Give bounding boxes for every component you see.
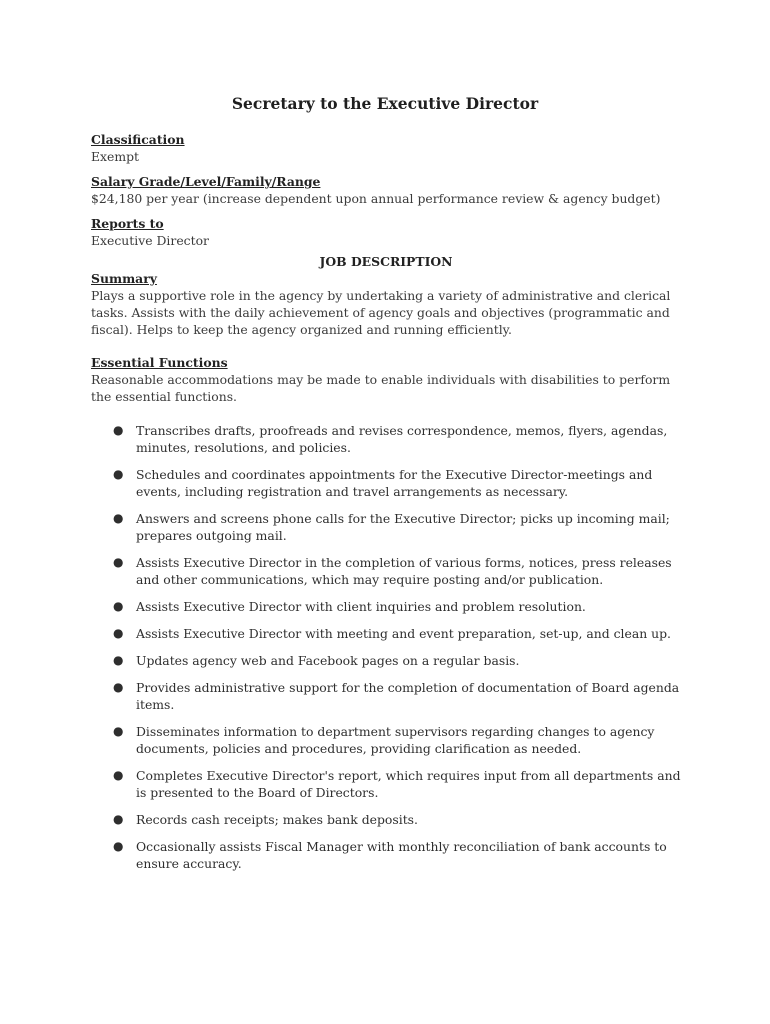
list-item-text: Schedules and coordinates appointments for the Executive Director-meetings and events, including registration and travel arrangements as necessary. — [136, 467, 653, 499]
salary-label: Salary Grade/Level/Family/Range — [91, 174, 321, 189]
bullet-icon: ● — [113, 626, 124, 640]
list-item — [91, 510, 681, 544]
summary-section — [91, 270, 681, 338]
list-item-text: Assists Executive Director with client inquiries and problem resolution. — [136, 599, 586, 614]
bullet-icon: ● — [113, 680, 124, 694]
list-item — [91, 466, 681, 500]
document-body — [91, 131, 681, 882]
bullet-icon: ● — [113, 812, 124, 826]
list-item — [91, 723, 681, 757]
salary-value: $24,180 per year (increase dependent upon annual performance review & agency budget) — [91, 191, 661, 206]
list-item — [91, 838, 681, 872]
section-spacer — [91, 338, 681, 354]
list-item-text: Transcribes drafts, proofreads and revises correspondence, memos, flyers, agendas, minutes, resolutions, and policies. — [136, 423, 668, 455]
list-item-text: Occasionally assists Fiscal Manager with monthly reconciliation of bank accounts to ensure accuracy. — [136, 839, 667, 871]
essential-functions-intro: Reasonable accommodations may be made to enable individuals with disabilities to perform the essential functions. — [91, 372, 671, 404]
list-item — [91, 767, 681, 801]
list-item-text: Answers and screens phone calls for the Executive Director; picks up incoming mail; prepares outgoing mail. — [136, 511, 670, 543]
essential-functions-label: Essential Functions — [91, 355, 228, 370]
summary-text: Plays a supportive role in the agency by undertaking a variety of administrative and clerical tasks. Assists with the daily achievement of agency goals and objectives (programmatic and fiscal). Helps to keep the agency organized and running efficiently. — [91, 288, 671, 337]
reports-to-section — [91, 215, 681, 249]
list-item-text: Records cash receipts; makes bank deposits. — [136, 812, 418, 827]
list-item-text: Assists Executive Director with meeting and event preparation, set-up, and clean up. — [136, 626, 671, 641]
bullet-icon: ● — [113, 511, 124, 525]
list-item — [91, 554, 681, 588]
summary-label: Summary — [91, 271, 157, 286]
reports-to-value: Executive Director — [91, 233, 209, 248]
list-item — [91, 652, 681, 669]
bullet-icon: ● — [113, 724, 124, 738]
job-description-heading: JOB DESCRIPTION — [319, 254, 453, 269]
essential-functions-list — [91, 422, 681, 872]
list-item-text: Completes Executive Director's report, which requires input from all departments and is presented to the Board of Directors. — [136, 768, 681, 800]
list-item — [91, 625, 681, 642]
bullet-icon: ● — [113, 467, 124, 481]
bullet-icon: ● — [113, 423, 124, 437]
list-item — [91, 679, 681, 713]
classification-value: Exempt — [91, 149, 140, 164]
bullet-icon: ● — [113, 653, 124, 667]
page-title: Secretary to the Executive Director — [231, 94, 539, 113]
list-item-text: Provides administrative support for the completion of documentation of Board agenda items. — [136, 680, 680, 712]
list-item — [91, 598, 681, 615]
bullet-icon: ● — [113, 599, 124, 613]
list-item — [91, 811, 681, 828]
bullet-icon: ● — [113, 555, 124, 569]
list-item — [91, 422, 681, 456]
reports-to-label: Reports to — [91, 216, 164, 231]
list-item-text: Updates agency web and Facebook pages on a regular basis. — [136, 653, 520, 668]
salary-section — [91, 173, 681, 207]
classification-label: Classification — [91, 132, 185, 147]
list-item-text: Assists Executive Director in the completion of various forms, notices, press releases and other communications, which may require posting and/or publication. — [136, 555, 672, 587]
list-item-text: Disseminates information to department supervisors regarding changes to agency documents, policies and procedures, providing clarification as needed. — [136, 724, 655, 756]
essential-functions-section — [91, 354, 681, 872]
classification-section — [91, 131, 681, 165]
bullet-icon: ● — [113, 839, 124, 853]
bullet-icon: ● — [113, 768, 124, 782]
